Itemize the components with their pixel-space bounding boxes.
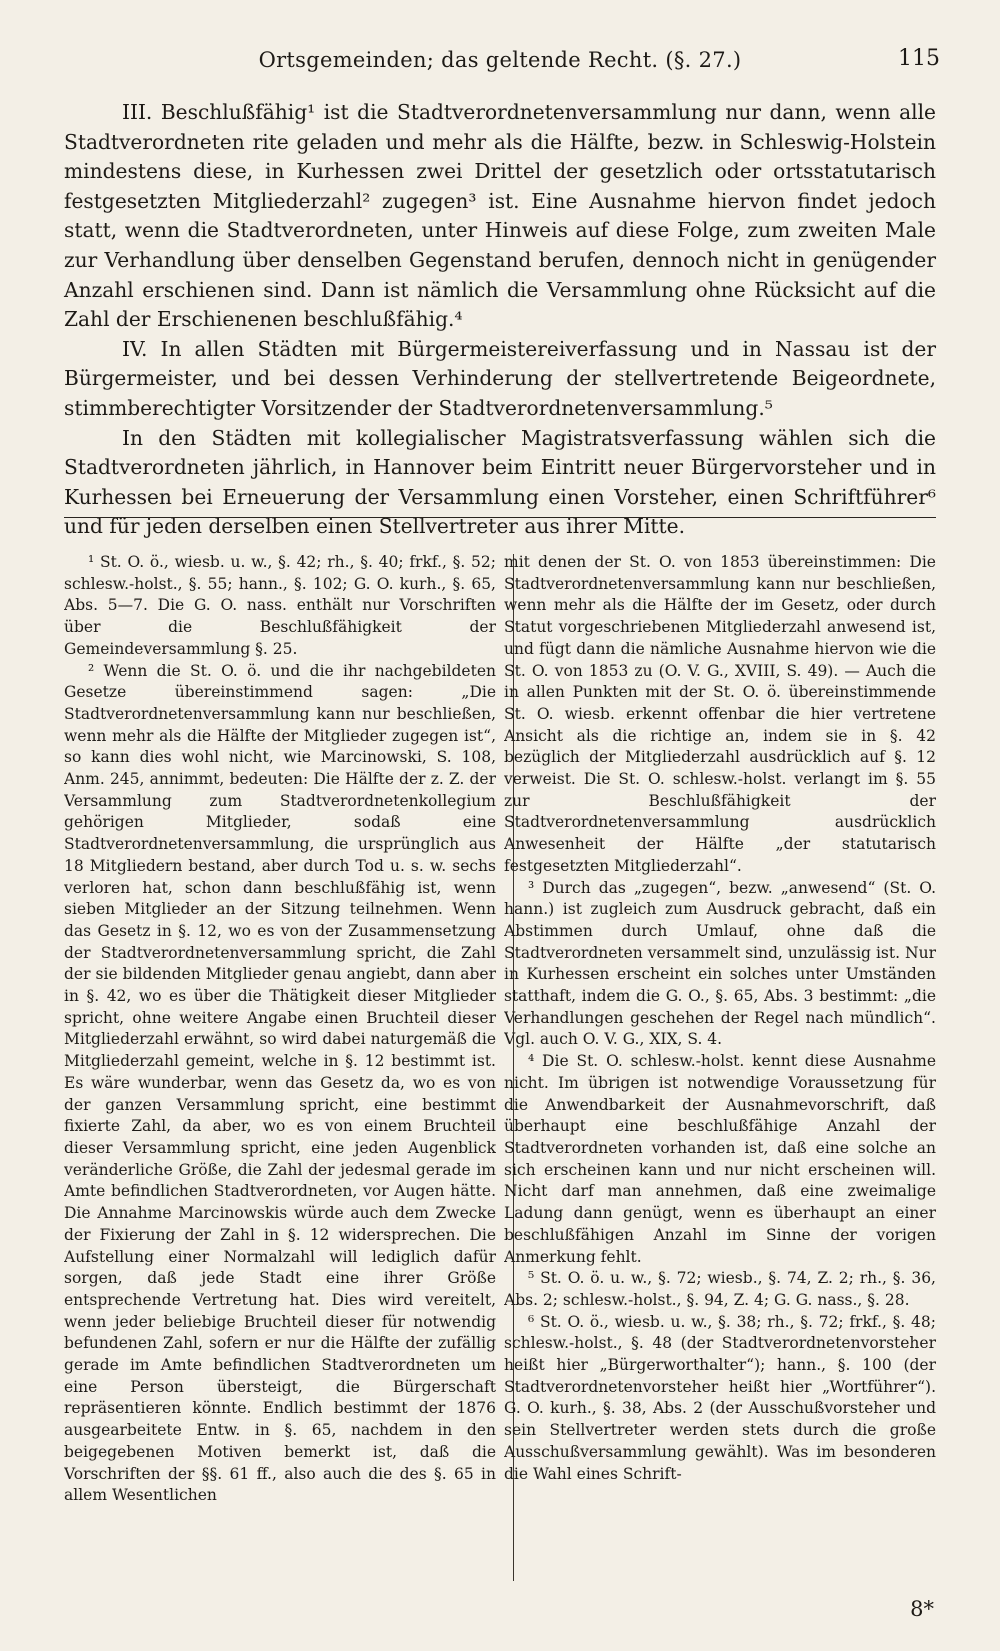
printer-signature-mark: 8* (910, 1597, 934, 1621)
running-title: Ortsgemeinden; das geltende Recht. (§. 27.) (258, 48, 742, 72)
footnote-4: ⁴ Die St. O. schlesw.-holst. kennt diese Ausnahme nicht. Im übrigen ist notwendige Voraussetzung für die Anwendbarkeit der Ausnahmevorschrift, daß überhaupt eine beschlußfähige Anzahl der Stadtverordneten vorhanden ist, daß eine solche an sich erscheinen kann und nur nicht erscheinen will. Nicht darf man annehmen, daß eine zweimalige Ladung dann genügt, wenn es überhaupt an einer beschlußfähigen Anzahl im Sinne der vorigen Anmerkung fehlt. (504, 1052, 936, 1266)
footnote-6: ⁶ St. O. ö., wiesb. u. w., §. 38; rh., §. 72; frkf., §. 48; schlesw.-holst., §. 48 (der Stadtverordnetenvorsteher heißt hier „Bürgerworthalter“); hann., §. 100 (der Stadtverordnetenvorsteher heißt hier „Wortführer“). G. O. kurh., §. 38, Abs. 2 (der Ausschußvorsteher und sein Stellvertreter werden stets durch die große Ausschußversammlung gewählt). Was im besonderen die Wahl eines Schrift- (504, 1312, 936, 1483)
footnote-3: ³ Durch das „zugegen“, bezw. „anwesend“ (St. O. hann.) ist zugleich zum Ausdruck gebracht, daß ein Abstimmen durch Umlauf, ohne daß die Stadtverordneten versammelt sind, unzulässig ist. Nur in Kurhessen erscheint ein solches unter Umständen statthaft, indem die G. O., §. 65, Abs. 3 bestimmt: „die Verhandlungen geschehen der Regel nach mündlich“. Vgl. auch O. V. G., XIX, S. 4. (504, 878, 936, 1049)
main-text (64, 98, 936, 542)
page-number: 115 (898, 46, 940, 71)
running-header (60, 42, 940, 82)
paragraph-iii: III. Beschlußfähig¹ ist die Stadtverordnetenversammlung nur dann, wenn alle Stadtverordneten rite geladen und mehr als die Hälfte, bezw. in Schleswig-Holstein mindestens diese, in Kurhessen zwei Drittel der gesetzlich oder ortsstatutarisch festgesetzten Mitgliederzahl² zugegen³ ist. Eine Ausnahme hiervon findet jedoch statt, wenn die Stadtverordneten, unter Hinweis auf diese Folge, zum zweiten Male zur Verhandlung über denselben Gegenstand berufen, dennoch nicht in genügender Anzahl erschienen sind. Dann ist nämlich die Versammlung ohne Rücksicht auf die Zahl der Erschienenen beschlußfähig.⁴ (64, 100, 936, 332)
footnote-5: ⁵ St. O. ö. u. w., §. 72; wiesb., §. 74, Z. 2; rh., §. 36, Abs. 2; schlesw.-holst., §. 94, Z. 4; G. G. nass., §. 28. (504, 1269, 936, 1309)
footnote-divider (64, 517, 936, 518)
paragraph-iv: IV. In allen Städten mit Bürgermeistereiverfassung und in Nassau ist der Bürgermeister, und bei dessen Verhinderung der stellvertretende Beigeordnete, stimmberechtigter Vorsitzender der Stadtverordnetenversammlung.⁵ (64, 336, 936, 420)
footnote-2-continued: mit denen der St. O. von 1853 übereinstimmen: Die Stadtverordnetenversammlung kann nur beschließen, wenn mehr als die Hälfte der im Gesetz, oder durch Statut vorgeschriebenen Mitgliederzahl anwesend ist, und fügt dann die nämliche Ausnahme hiervon wie die St. O. von 1853 zu (O. V. G., XVIII, S. 49). — Auch die in allen Punkten mit der St. O. ö. übereinstimmende St. O. wiesb. erkennt offenbar die hier vertretene Ansicht als die richtige an, indem sie in §. 42 bezüglich der Mitgliederzahl ausdrücklich auf §. 12 verweist. Die St. O. schlesw.-holst. verlangt im §. 55 zur Beschlußfähigkeit der Stadtverordnetenversammlung ausdrücklich Anwesenheit der Hälfte „der statutarisch festgesetzten Mitgliederzahl“. (504, 553, 936, 875)
footnotes (64, 552, 936, 1621)
footnotes-left-column (64, 552, 496, 1621)
paragraph-magistrate-cities: In den Städten mit kollegialischer Magistratsverfassung wählen sich die Stadtverordneten jährlich, in Hannover beim Eintritt neuer Bürgervorsteher und in Kurhessen bei Erneuerung der Versammlung einen Vorsteher, einen Schriftführer⁶ und für jeden derselben einen Stellvertreter aus ihrer Mitte. (64, 425, 936, 539)
footnote-2: ² Wenn die St. O. ö. und die ihr nachgebildeten Gesetze übereinstimmend sagen: „Die Stadtverordnetenversammlung kann nur beschließen, wenn mehr als die Hälfte der Mitglieder zugegen ist“, so kann dies wohl nicht, wie Marcinowski, S. 108, Anm. 245, annimmt, bedeuten: Die Hälfte der z. Z. der Versammlung zum Stadtverordnetenkollegium gehörigen Mitglieder, sodaß eine Stadtverordnetenversammlung, die ursprünglich aus 18 Mitgliedern bestand, aber durch Tod u. s. w. sechs verloren hat, schon dann beschlußfähig ist, wenn sieben Mitglieder an der Sitzung teilnehmen. Wenn das Gesetz in §. 12, wo es von der Zusammensetzung der Stadtverordnetenversammlung spricht, die Zahl der sie bildenden Mitglieder genau angiebt, dann aber in §. 42, wo es über die Thätigkeit dieser Mitglieder spricht, ohne weitere Angabe einen Bruchteil dieser Mitgliederzahl erwähnt, so wird dabei naturgemäß die Mitgliederzahl gemeint, welche in §. 12 bestimmt ist. Es wäre wunderbar, wenn das Gesetz da, wo es von der ganzen Versammlung spricht, eine bestimmt fixierte Zahl, da aber, wo es von einem Bruchteil dieser Versammlung spricht, eine jeden Augenblick veränderliche Größe, die Zahl der jedesmal gerade im Amte befindlichen Stadtverordneten, vor Augen hätte. Die Annahme Marcinowskis würde auch dem Zwecke der Fixierung der Zahl in §. 12 widersprechen. Die Aufstellung einer Normalzahl will lediglich dafür sorgen, daß jede Stadt eine ihrer Größe entsprechende Vertretung hat. Dies wird vereitelt, wenn jeder beliebige Bruchteil dieser für notwendig befundenen Zahl, sofern er nur die Hälfte der zufällig gerade im Amte befindlichen Stadtverordneten um eine Person übersteigt, die Bürgerschaft repräsentieren könnte. Endlich bestimmt der 1876 ausgearbeitete Entw. in §. 65, nachdem in den beigegebenen Motiven bemerkt ist, daß die Vorschriften der §§. 61 ff., also auch die des §. 65 in allem Wesentlichen (64, 661, 496, 1505)
footnote-1: ¹ St. O. ö., wiesb. u. w., §. 42; rh., §. 40; frkf., §. 52; schlesw.-holst., §. 55; hann., §. 102; G. O. kurh., §. 65, Abs. 5—7. Die G. O. nass. enthält nur Vorschriften über die Beschlußfähigkeit der Gemeindeversammlung §. 25. (64, 553, 496, 658)
footnotes-right-column (504, 552, 936, 1621)
